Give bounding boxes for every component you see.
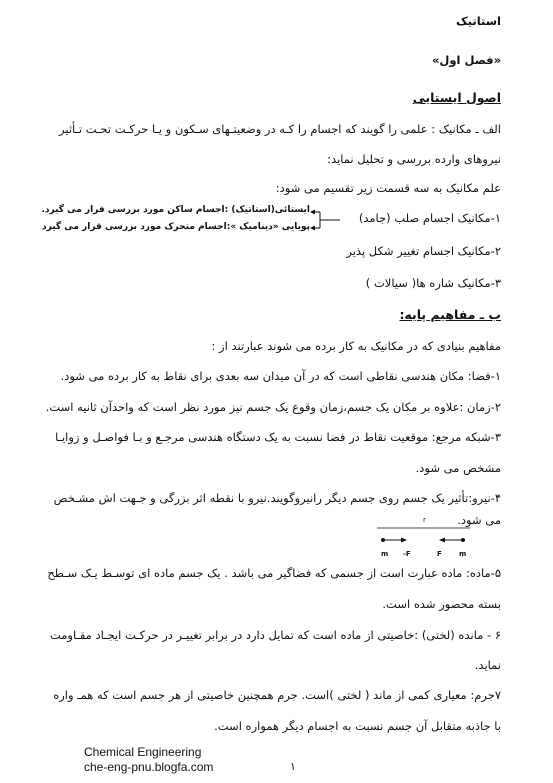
definition-line-2: نیروهای وارده بررسی و تحلیل نماید: — [327, 152, 501, 166]
section-a-heading: اصول ایستایی — [412, 90, 501, 105]
concept-force-line-1: ۴-نیرو:تأثیر یک جسم روی جسم دیگر رانیروگویند.نیرو با نقطه اثر بزرگی و جـهت اش مشـخص — [53, 491, 501, 505]
concept-matter-line-2: بسته محصور شده است. — [382, 597, 501, 611]
page-number: ۱ — [290, 760, 296, 773]
footer-website-link[interactable]: che-eng-pnu.blogfa.com — [84, 760, 214, 774]
concept-time: ۲-زمان :علاوه بر مکان یک جسم،زمان وقوع یک جسم نیز مورد نظر است که واحدآن ثانیه است. — [45, 400, 501, 414]
force-diagram-neg-f: -F — [403, 550, 411, 558]
concept-inertia-line-2: نماید. — [474, 658, 501, 672]
concept-reference-line-1: ۳-شبکه مرجع: موقعیت نقاط در فضا نسبت به یک دستگاه هندسی مرجـع و بـا فواصـل و زوایـا — [55, 430, 501, 444]
concept-mass-line-2: با جاذبه متقابل آن جسم نسبت به اجسام دیگر همواره است. — [214, 719, 501, 733]
concept-inertia-line-1: ۶ - مانده (لختی) :خاصیتی از ماده است که تمایل دارد در برابر تغییـر در حرکـت ایجـاد مقـاومت — [49, 628, 501, 642]
list-item-rigid: ۱-مکانیک اجسام صلب (جامد) — [358, 211, 501, 225]
concept-reference-line-2: مشخص می شود. — [415, 461, 501, 475]
force-diagram-f: F — [437, 550, 442, 558]
force-diagram-r-label: r — [423, 516, 426, 524]
concept-space: ۱-فضا: مکان هندسی نقاطی است که در آن میدان سه بعدی برای نقاط به کار برده می شود. — [60, 369, 501, 383]
section-b-heading: ب ـ مفاهیم پایه: — [399, 307, 501, 322]
chapter-title: «فصل اول» — [431, 53, 501, 67]
definition-line-1: الف ـ مکانیک : علمی را گویند که اجسام را کـه در وضعیتـهای سـکون و یـا حرکـت تحـت تـأثیر — [59, 122, 501, 136]
concept-force-line-2: می شود. — [457, 513, 501, 527]
concept-mass-line-1: ۷جرم: معیاری کمی از ماند ( لختی )است. جرم همچنین خاصیتی از هر جسم است که همـ واره — [53, 688, 501, 702]
force-diagram-m-right: m — [459, 550, 467, 558]
division-intro: علم مکانیک به سه قسمت زیر تقسیم می شود: — [275, 181, 501, 195]
list-item-fluids: ۳-مکانیک شاره ها( سیالات ) — [365, 276, 501, 290]
branch-statics: ایستائی(استاتیک) :اجسام ساکن مورد بررسی قرار می گیرد. — [41, 205, 310, 215]
force-diagram-m-left: m — [381, 550, 389, 558]
concepts-intro: مفاهیم بنیادی که در مکانیک به کار برده می شوند عبارتند از : — [211, 339, 501, 353]
footer-department: Chemical Engineering — [84, 745, 202, 759]
list-item-deformable: ۲-مکانیک اجسام تغییر شکل پذیر — [346, 244, 501, 258]
concept-matter-line-1: ۵-ماده: ماده عبارت است از جسمی که فضاگیر می باشد . یک جسم ماده ای توسـط یـک سـطح — [47, 566, 501, 580]
force-diagram — [375, 512, 475, 562]
branch-bracket — [310, 208, 340, 232]
page-title: استاتیک — [455, 14, 501, 28]
branch-dynamics: پویایی «دینامیک »:اجسام متحرک مورد بررسی قرار می گیرد — [41, 222, 310, 232]
